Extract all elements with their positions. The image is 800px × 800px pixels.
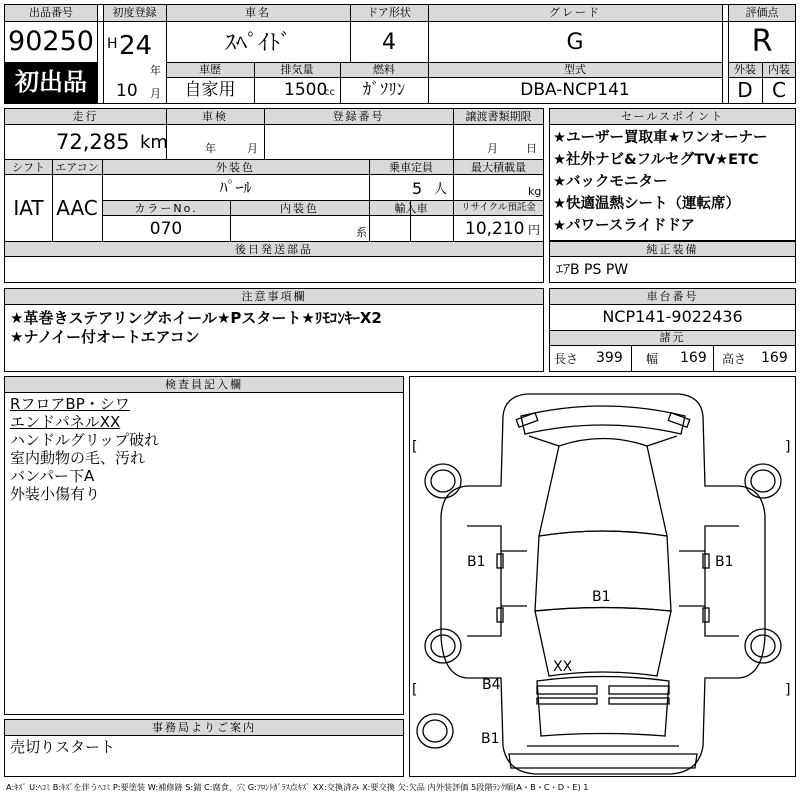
inspector-line: 外装小傷有り	[10, 485, 101, 503]
inspector-line: 室内動物の毛、汚れ	[10, 449, 146, 467]
damage-mark: B1	[481, 731, 500, 747]
inspector-line: エンドパネルXX	[10, 413, 121, 431]
lot-number: 90250	[8, 26, 94, 57]
first-reg-month: 10	[116, 81, 138, 101]
ext-color-label: 外装色	[216, 161, 255, 174]
grade-label: グレード	[549, 6, 601, 19]
door-value: 4	[382, 30, 396, 55]
inspector-label: 検査員記入欄	[165, 378, 243, 391]
exterior-label: 外装	[734, 63, 756, 76]
damage-mark: B4	[482, 677, 501, 693]
interior-label: 内装	[768, 63, 790, 76]
score-value: R	[751, 24, 773, 59]
capacity-unit: 人	[434, 182, 448, 197]
sales-point-item: ★ユーザー買取車★ワンオーナー	[553, 130, 768, 146]
reg-no-label: 登録番号	[332, 110, 385, 123]
car-name: ｽﾍﾟｲﾄﾞ	[224, 31, 291, 56]
car-name-label: 車名	[245, 6, 271, 19]
color-no-value: 070	[149, 219, 183, 239]
damage-mark: B1	[467, 554, 486, 570]
office-label: 事務局よりご案内	[152, 721, 256, 734]
int-color-suffix: 系	[356, 226, 367, 239]
lot-no-label: 出品番号	[29, 6, 73, 19]
ext-color-value: ﾊﾟｰﾙ	[219, 178, 252, 197]
notes-label: 注意事項欄	[241, 290, 307, 303]
damage-mark: B1	[592, 589, 611, 605]
transfer-label: 譲渡書類期限	[465, 110, 532, 123]
inspection-label: 車検	[202, 110, 228, 123]
office-text: 売切りスタート	[10, 738, 116, 756]
mileage-label: 走行	[72, 110, 99, 123]
recycle-label: リサイクル預託金	[461, 202, 536, 213]
mileage-unit: km	[140, 132, 168, 153]
equipment-value: ｴｱB PS PW	[556, 262, 629, 278]
inspector-line: バンパー下A	[10, 467, 95, 485]
inspector-line: ハンドルグリップ破れ	[10, 431, 160, 449]
grade-value: G	[566, 30, 584, 55]
history-value: 自家用	[184, 80, 236, 100]
mileage-value: 72,285	[56, 130, 130, 154]
length-label: 長さ	[554, 352, 579, 366]
inspection-year-unit: 年	[205, 142, 216, 155]
sales-point-item: ★社外ナビ&フルセグTV★ETC	[553, 152, 759, 168]
height-label: 高さ	[722, 352, 747, 366]
damage-legend: A:ｷｽﾞ U:ﾍｺﾐ B:ｷｽﾞを伴うﾍｺﾐ P:要塗装 W:補修跡 S:錆 C:腐食、穴 G:ﾌﾛﾝﾄｶﾞﾗｽ点ｷｽﾞ XX:交換済み X:要交換 欠:欠品 内外装評価 5段階ﾗﾝｸ順(A・B・C・D・E) 1	[6, 782, 589, 792]
sales-point-item: ★パワースライドドア	[553, 218, 695, 234]
displacement-value: 1500	[284, 80, 328, 100]
length-value: 399	[596, 350, 623, 366]
interior-score: C	[772, 78, 786, 102]
shift-value: IAT	[13, 196, 44, 220]
damage-mark: XX	[553, 659, 573, 675]
int-color-label: 内装色	[280, 202, 319, 215]
damage-mark: B1	[715, 554, 734, 570]
model-value: DBA-NCP141	[520, 80, 630, 100]
car-diagram	[409, 376, 796, 777]
recycle-value: 10,210	[465, 219, 525, 239]
transfer-month-unit: 月	[487, 142, 498, 155]
sales-points-label: セールスポイント	[620, 110, 724, 123]
notes-line: ★革巻きステアリングホイール★Pスタート★ﾘﾓｺﾝｷｰX2	[10, 309, 382, 327]
first-listing-badge: 初出品	[15, 68, 87, 96]
sales-point-item: ★バックモニター	[553, 174, 668, 190]
door-label: ドア形状	[367, 6, 411, 19]
ac-value: AAC	[56, 196, 98, 220]
recycle-unit: 円	[528, 223, 541, 237]
transfer-day-unit: 日	[526, 142, 537, 155]
capacity-label: 乗車定員	[389, 161, 433, 174]
displacement-label: 排気量	[280, 63, 314, 76]
dims-label: 諸元	[659, 331, 686, 344]
first-reg-year: 24	[119, 31, 153, 61]
month-unit: 月	[150, 87, 161, 100]
chassis-value: NCP141-9022436	[602, 307, 743, 326]
ac-label: エアコン	[55, 161, 99, 174]
year-unit: 年	[150, 64, 161, 77]
sales-point-item: ★快適温熱シート（運転席）	[553, 196, 740, 212]
bracket-left: [	[412, 682, 418, 698]
bracket-right: ]	[785, 682, 791, 698]
import-label: 輸入車	[394, 202, 428, 215]
shift-label: シフト	[12, 161, 45, 174]
capacity-value: 5	[412, 179, 423, 198]
exterior-score: D	[737, 78, 753, 102]
height-value: 169	[761, 350, 788, 366]
displacement-unit: cc	[324, 87, 335, 98]
equipment-label: 純正装備	[646, 243, 699, 256]
fuel-label: 燃料	[373, 63, 395, 76]
later-parts-label: 後日発送部品	[235, 243, 313, 256]
inspector-line: RフロアBP・シワ	[10, 395, 130, 413]
color-no-label: カラーNo.	[134, 202, 198, 215]
bracket-left: [	[412, 439, 418, 455]
max-load-label: 最大積載量	[471, 161, 526, 174]
bracket-right: ]	[785, 439, 791, 455]
history-label: 車歴	[199, 63, 221, 76]
notes-line: ★ナノイー付オートエアコン	[10, 328, 200, 346]
model-label: 型式	[564, 63, 586, 76]
era-letter: H	[107, 36, 118, 52]
width-label: 幅	[646, 352, 659, 366]
chassis-label: 車台番号	[646, 290, 699, 303]
width-value: 169	[680, 350, 707, 366]
max-load-unit: kg	[528, 185, 542, 198]
inspection-month-unit: 月	[247, 142, 258, 155]
first-reg-label: 初度登録	[112, 6, 157, 19]
score-label: 評価点	[745, 6, 779, 19]
fuel-value: ｶﾞｿﾘﾝ	[362, 80, 406, 100]
